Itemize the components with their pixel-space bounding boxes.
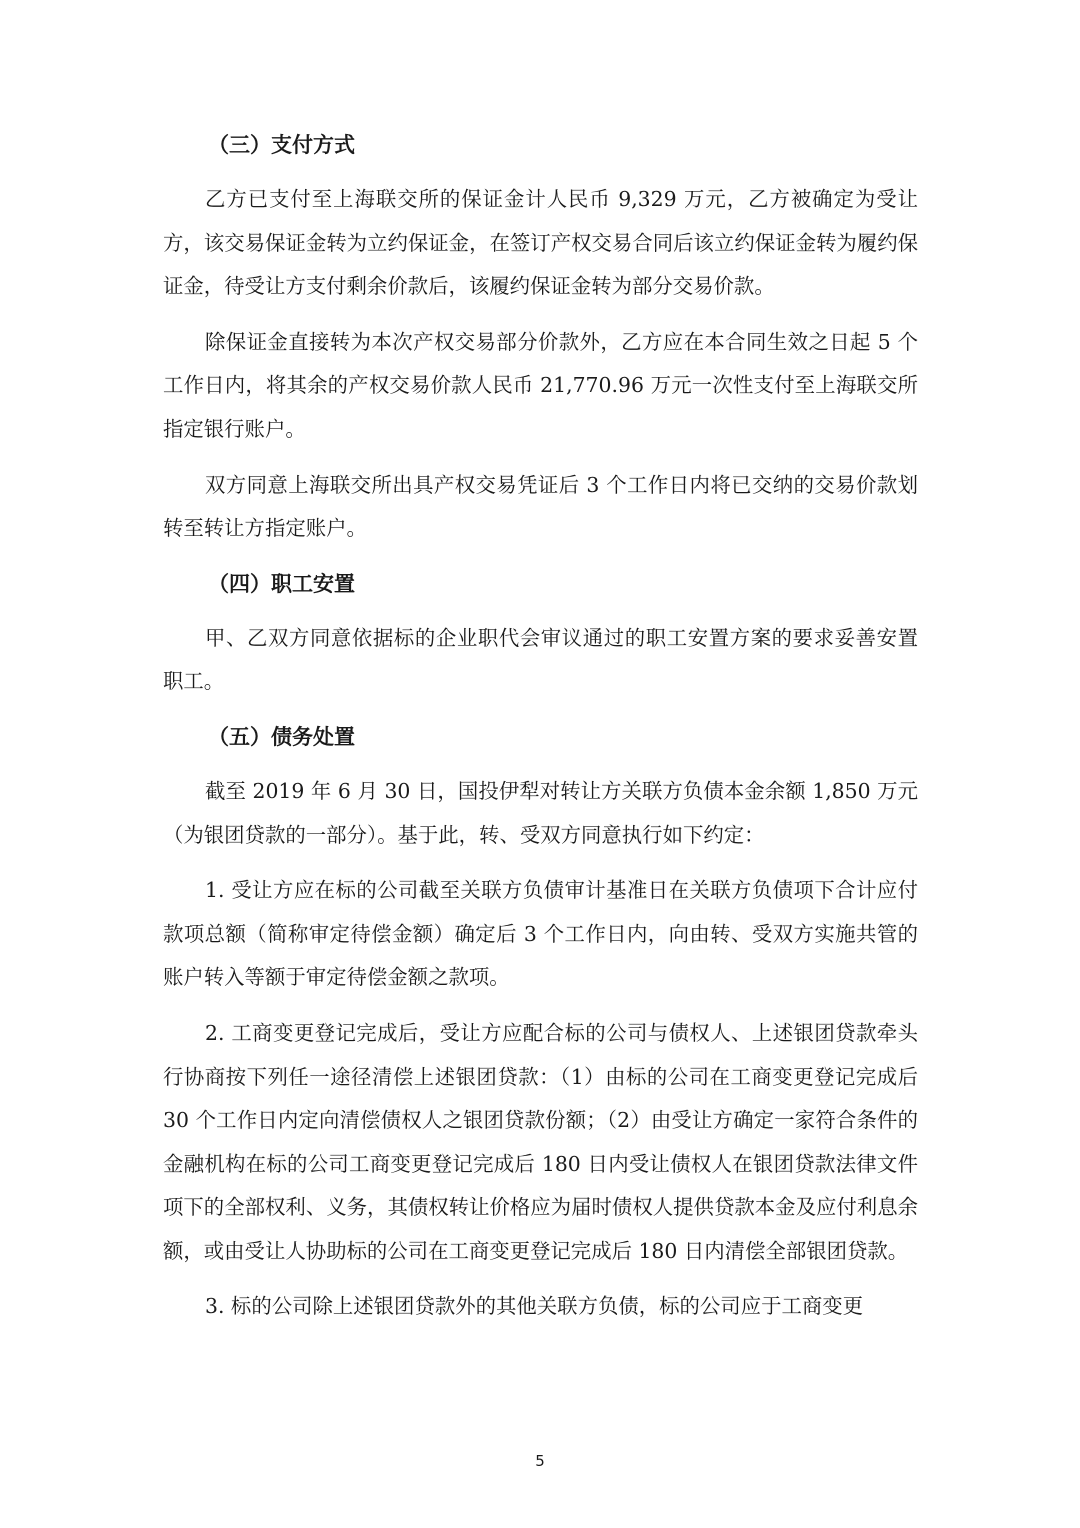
paragraph: 除保证金直接转为本次产权交易部分价款外，乙方应在本合同生效之日起 5 个工作日内，将其余的产权交易价款人民币 21,770.96 万元一次性支付至上海联交所指定银行账户。 (163, 329, 918, 441)
paragraph: 3. 标的公司除上述银团贷款外的其他关联方负债，标的公司应于工商变更 (205, 1294, 864, 1319)
page-number: 5 (535, 1452, 545, 1470)
paragraph: 2. 工商变更登记完成后，受让方应配合标的公司与债权人、上述银团贷款牵头行协商按下列任一途径清偿上述银团贷款：（1）由标的公司在工商变更登记完成后 30 个工作日内定向清偿债权人之银团贷款份额；（2）由受让方确定一家符合条件的金融机构在标的公司工商变更登记完成后 180 日内受让债权人在银团贷款法律文件项下的全部权利、义务，其债权转让价格应为届时债权人提供贷款本金及应付利息余额，或由受让人协助标的公司在工商变更登记完成后 180 日内清偿全部银团贷款。 (163, 1020, 918, 1263)
paragraph: 1. 受让方应在标的公司截至关联方负债审计基准日在关联方负债项下合计应付款项总额（简称审定待偿金额）确定后 3 个工作日内，向由转、受双方实施共管的账户转入等额于审定待偿金额之款项。 (163, 878, 918, 990)
section-heading-debt: （五）债务处置 (208, 724, 355, 749)
paragraph: 甲、乙双方同意依据标的企业职代会审议通过的职工安置方案的要求妥善安置职工。 (163, 625, 918, 694)
paragraph: 截至 2019 年 6 月 30 日，国投伊犁对转让方关联方负债本金余额 1,850 万元（为银团贷款的一部分）。基于此，转、受双方同意执行如下约定： (163, 778, 918, 847)
paragraph: 双方同意上海联交所出具产权交易凭证后 3 个工作日内将已交纳的交易价款划转至转让方指定账户。 (163, 472, 918, 541)
section-heading-staff: （四）职工安置 (208, 571, 355, 596)
section-heading-payment: （三）支付方式 (208, 133, 355, 157)
document-body (163, 124, 918, 1341)
paragraph: 乙方已支付至上海联交所的保证金计人民币 9,329 万元，乙方被确定为受让方，该交易保证金转为立约保证金，在签订产权交易合同后该立约保证金转为履约保证金，待受让方支付剩余价款后，该履约保证金转为部分交易价款。 (163, 187, 918, 299)
